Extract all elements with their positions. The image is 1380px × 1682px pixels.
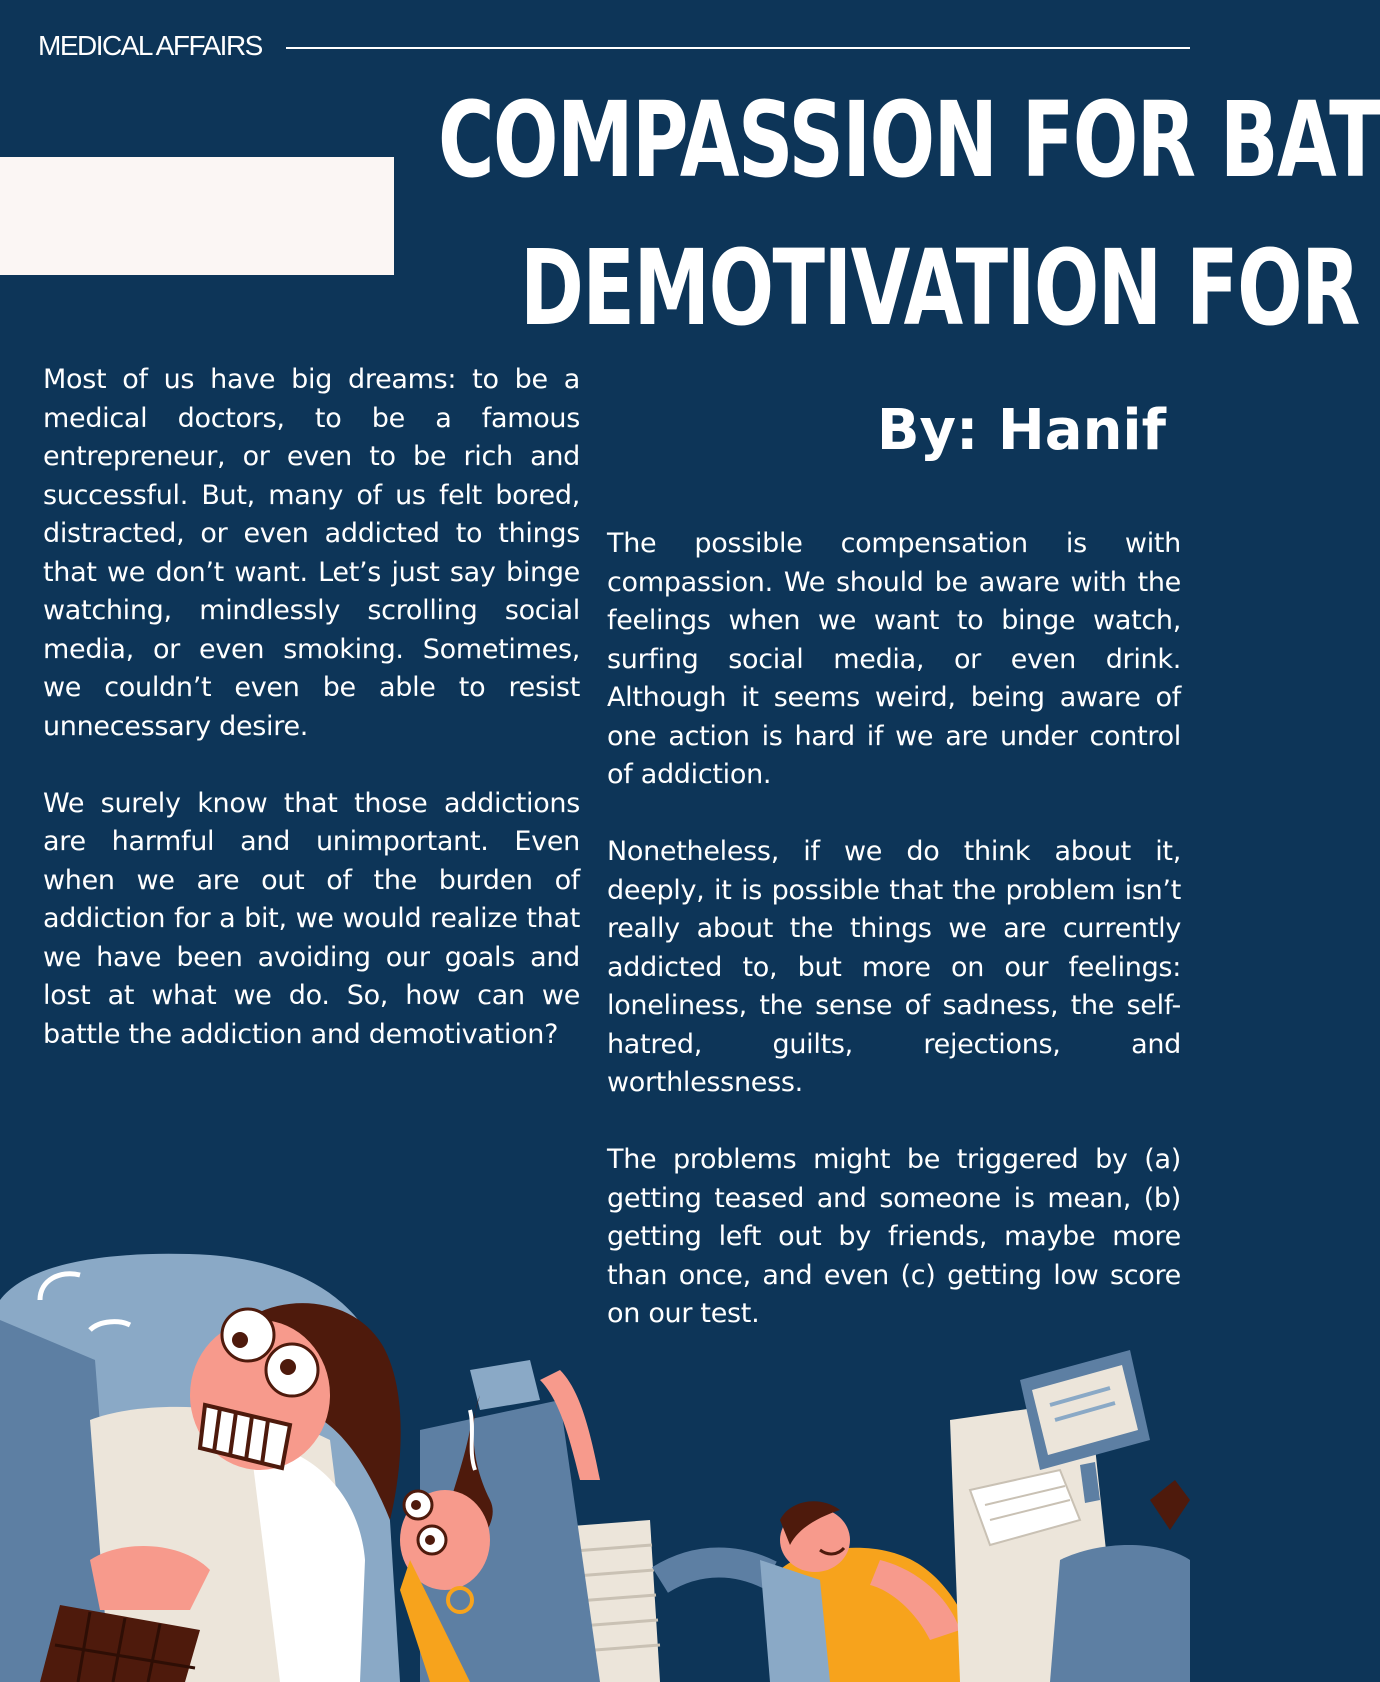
paragraph: Nonetheless, if we do think about it, deeply, it is possible that the problem isn’t really about the things we are currently addicted to, but more on our feelings: loneliness, the sense of sadness, the self-hatred, guilts, rejections, and worthlessness.	[607, 836, 1181, 1098]
paragraph: The problems might be triggered by (a) getting teased and someone is mean, (b) getting left out by friends, maybe more than once, and even (c) getting low score on our test.	[607, 1144, 1181, 1329]
chair	[1050, 1545, 1190, 1682]
addiction-illustration	[0, 1240, 1190, 1682]
relaxing-person-icon	[760, 1501, 985, 1682]
decorative-block	[0, 157, 394, 275]
motion-swoosh	[660, 1563, 770, 1581]
headline-line-1: COMPASSION FOR BAT	[438, 79, 1380, 201]
section-label: MEDICAL AFFAIRS	[38, 30, 262, 61]
paragraph: The possible compensation is with compassion. We should be aware with the feelings when we want to binge watch, surfing social media, or even drink. Although it seems weird, being aware of one action is hard if we are under control of addiction.	[607, 528, 1181, 790]
shoe	[1150, 1480, 1190, 1530]
paragraph: We surely know that those addictions are harmful and unimportant. Even when we are out of the burden of addiction for a bit, we would realize that we have been avoiding our goals and lost at what we do. So, how can we battle the addiction and demotivation?	[43, 787, 580, 1050]
headline-line-2: DEMOTIVATION FOR	[520, 227, 1359, 349]
byline: By: Hanif	[876, 398, 1166, 463]
paragraph: Most of us have big dreams: to be a medical doctors, to be a famous entrepreneur, or even to be rich and successful. But, many of us felt bored, distracted, or even addicted to things that we don’t want. Let’s just say binge watching, mindlessly scrolling social media, or even smoking. Sometimes, we couldn’t even be able to resist unnecessary desire.	[43, 364, 580, 742]
left-column	[43, 361, 580, 1093]
header-rule	[286, 47, 1190, 49]
drinking-person-icon	[400, 1360, 600, 1682]
